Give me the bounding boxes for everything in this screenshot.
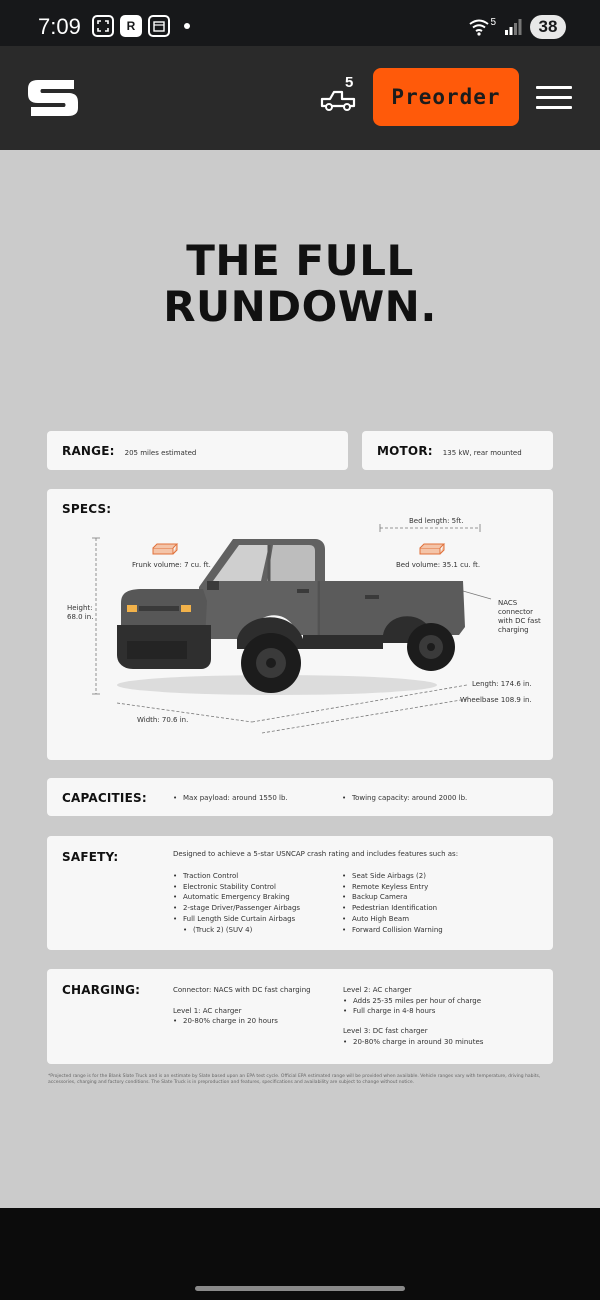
status-time: 7:09 <box>38 14 81 39</box>
safety-item: • 2-stage Driver/Passenger Airbags <box>173 903 300 914</box>
range-label: RANGE: <box>62 444 115 458</box>
specs-label: SPECS: <box>62 502 112 516</box>
capacities-card <box>47 778 553 816</box>
bed-volume-annotation: Bed volume: 35.1 cu. ft. <box>396 561 481 569</box>
towing-item: • Towing capacity: around 2000 lb. <box>342 793 467 804</box>
capacities-label: CAPACITIES: <box>62 791 147 805</box>
wheelbase-annotation: Wheelbase 108.9 in. <box>460 696 532 704</box>
safety-intro: Designed to achieve a 5-star USNCAP crash rating and includes features such as: <box>173 850 459 858</box>
frunk-volume-annotation: Frunk volume: 7 cu. ft. <box>132 561 211 569</box>
nacs-line-1: NACS <box>498 599 518 607</box>
range-value: 205 miles estimated <box>124 449 197 457</box>
charging-right <box>343 985 483 1048</box>
safety-list-left <box>173 871 300 935</box>
level2-item: • Adds 25-35 miles per hour of charge <box>343 996 483 1007</box>
calendar-icon <box>148 15 170 37</box>
level2-item: • Full charge in 4-8 hours <box>343 1006 483 1017</box>
home-indicator[interactable] <box>195 1286 405 1291</box>
nacs-line-3: with DC fast <box>498 617 541 625</box>
specs-card <box>47 489 553 760</box>
safety-subitem: • (Truck 2) (SUV 4) <box>183 925 300 936</box>
nacs-line-4: charging <box>498 626 529 634</box>
safety-card <box>47 836 553 950</box>
level1-title: Level 1: AC charger <box>173 1006 242 1015</box>
wifi-icon <box>468 18 492 36</box>
motor-card <box>362 431 553 470</box>
payload-item: • Max payload: around 1550 lb. <box>173 793 288 804</box>
safety-item: • Traction Control <box>173 871 300 882</box>
safety-item: • Forward Collision Warning <box>342 925 443 936</box>
nacs-annotation <box>498 599 541 635</box>
more-notifications-dot <box>184 23 190 29</box>
nacs-line-2: connector <box>498 608 534 616</box>
safety-list-right <box>342 871 443 935</box>
height-label: Height: <box>67 604 93 612</box>
safety-item: • Seat Side Airbags (2) <box>342 871 443 882</box>
range-card <box>47 431 348 470</box>
safety-item: • Electronic Stability Control <box>173 882 300 893</box>
page-title-line-1: THE FULL <box>186 236 414 285</box>
level3-title: Level 3: DC fast charger <box>343 1027 428 1036</box>
page-title <box>0 238 600 330</box>
safety-item: • Auto High Beam <box>342 914 443 925</box>
safety-item: • Remote Keyless Entry <box>342 882 443 893</box>
safety-item: • Pedestrian Identification <box>342 903 443 914</box>
height-annotation <box>67 604 93 622</box>
cart-count-badge: 5 <box>345 74 354 91</box>
preorder-button[interactable]: Preorder <box>373 68 519 126</box>
level3-item: • 20-80% charge in around 30 minutes <box>343 1037 483 1048</box>
truck-dimension-diagram <box>47 489 553 760</box>
range-footnote: *Projected range is for the Blank Slate Truck and is an estimate by Slate based upon an EPA test cycle. Official EPA estimated range will be provided when available. Vehicle ranges vary with temperature, driving habits, accessories, charging and factory conditions. The Slate Truck is in preproduction and features, specifications and availability are subject to change without notice. <box>48 1074 541 1085</box>
top-nav <box>0 46 600 150</box>
width-annotation: Width: 70.6 in. <box>137 716 189 724</box>
page-title-line-2: RUNDOWN. <box>163 282 437 331</box>
safety-item: • Full Length Side Curtain Airbags <box>173 914 300 925</box>
length-annotation: Length: 174.6 in. <box>472 680 532 688</box>
level2-title: Level 2: AC charger <box>343 986 412 994</box>
safety-item: • Backup Camera <box>342 892 443 903</box>
wifi-version: 5 <box>490 16 496 28</box>
signal-icon <box>504 19 522 35</box>
charging-label: CHARGING: <box>62 983 141 997</box>
battery-indicator: 38 <box>530 15 566 39</box>
system-navigation-bar <box>0 1208 600 1300</box>
height-value: 68.0 in. <box>67 613 94 621</box>
notification-icons <box>92 15 190 37</box>
safety-item: • Automatic Emergency Braking <box>173 892 300 903</box>
charging-card <box>47 969 553 1064</box>
hamburger-menu-icon[interactable] <box>536 86 572 110</box>
motor-label: MOTOR: <box>377 444 433 458</box>
status-right <box>468 15 566 39</box>
status-bar <box>0 0 600 46</box>
charging-left <box>173 985 311 1027</box>
motor-value: 135 kW, rear mounted <box>442 449 522 457</box>
charging-connector: Connector: NACS with DC fast charging <box>173 986 311 994</box>
bed-length-annotation: Bed length: 5ft. <box>409 517 464 525</box>
slate-logo-icon[interactable] <box>28 80 78 116</box>
screenshot-icon <box>92 15 114 37</box>
r-app-icon: R <box>120 15 142 37</box>
safety-label: SAFETY: <box>62 850 119 864</box>
level1-item: • 20-80% charge in 20 hours <box>173 1016 311 1027</box>
